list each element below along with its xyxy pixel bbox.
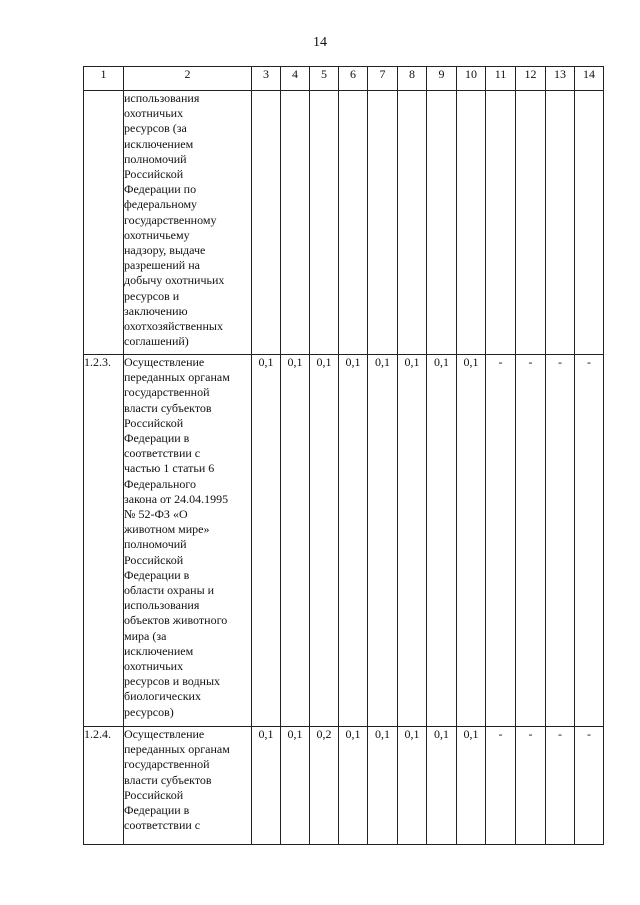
description-line: Федерации в	[124, 803, 190, 818]
description-line: исключением	[124, 643, 194, 658]
value-cell	[516, 91, 546, 355]
value-cell: 0,1	[398, 355, 427, 727]
description-line: охотхозяйственных	[124, 319, 223, 334]
column-header: 8	[398, 67, 427, 91]
column-header: 13	[546, 67, 575, 91]
description-line: полномочий	[124, 151, 187, 166]
column-header: 11	[486, 67, 516, 91]
row-description	[124, 727, 252, 845]
description-line: Российской	[124, 787, 184, 802]
description-line: охотничьих	[124, 659, 184, 674]
description-line: № 52-ФЗ «О	[124, 507, 188, 522]
value-cell: -	[546, 355, 575, 727]
value-cell	[457, 91, 486, 355]
description-line: Федерации в	[124, 567, 190, 582]
column-header: 3	[252, 67, 281, 91]
description-line: охотничьих	[124, 106, 184, 121]
column-header: 10	[457, 67, 486, 91]
description-line: ресурсов)	[124, 704, 174, 719]
column-header: 6	[339, 67, 368, 91]
column-header: 7	[368, 67, 398, 91]
column-header: 14	[575, 67, 604, 91]
value-cell: -	[575, 355, 604, 727]
value-cell: -	[516, 355, 546, 727]
table-row	[84, 91, 604, 355]
description-line: использования	[124, 91, 200, 105]
value-cell: -	[546, 727, 575, 845]
value-cell	[575, 91, 604, 355]
description-line: Осуществление	[124, 355, 205, 369]
description-line: животном мире»	[124, 522, 210, 537]
value-cell: 0,1	[281, 355, 310, 727]
value-cell: -	[575, 727, 604, 845]
description-line: переданных органам	[124, 370, 230, 385]
value-cell: 0,1	[457, 355, 486, 727]
value-cell	[427, 91, 457, 355]
description-line: ресурсов и	[124, 288, 180, 303]
description-line: охотничьему	[124, 227, 190, 242]
value-cell	[368, 91, 398, 355]
description-line: объектов животного	[124, 613, 228, 628]
value-cell	[486, 91, 516, 355]
description-line: закона от 24.04.1995	[124, 491, 229, 506]
description-line: государственной	[124, 385, 210, 400]
description-line: полномочий	[124, 537, 187, 552]
value-cell: -	[486, 355, 516, 727]
value-cell: 0,1	[281, 727, 310, 845]
value-cell	[252, 91, 281, 355]
value-cell: -	[486, 727, 516, 845]
description-line: области охраны и	[124, 583, 215, 598]
value-cell: 0,1	[252, 355, 281, 727]
description-line: соответствии с	[124, 818, 201, 833]
value-cell	[310, 91, 339, 355]
description-line: соответствии с	[124, 446, 201, 461]
description-line: Федерации в	[124, 431, 190, 446]
description-line: ресурсов и водных	[124, 674, 221, 689]
column-header: 12	[516, 67, 546, 91]
row-number	[84, 91, 124, 355]
value-cell: 0,1	[457, 727, 486, 845]
description-line: заключению	[124, 303, 188, 318]
value-cell: 0,1	[252, 727, 281, 845]
description-line: добычу охотничьих	[124, 273, 225, 288]
value-cell: 0,1	[427, 727, 457, 845]
description-line: федеральному	[124, 197, 198, 212]
value-cell: 0,1	[427, 355, 457, 727]
description-line: биологических	[124, 689, 201, 704]
description-line: власти субъектов	[124, 400, 212, 415]
value-cell	[398, 91, 427, 355]
value-cell	[339, 91, 368, 355]
column-header: 4	[281, 67, 310, 91]
header-row	[84, 67, 604, 91]
column-header: 5	[310, 67, 339, 91]
column-header: 9	[427, 67, 457, 91]
value-cell: 0,1	[368, 355, 398, 727]
description-line: власти субъектов	[124, 772, 212, 787]
row-description	[124, 91, 252, 355]
value-cell: 0,1	[368, 727, 398, 845]
description-line: Российской	[124, 415, 184, 430]
description-line: мира (за	[124, 628, 167, 643]
description-line: Федерации по	[124, 182, 197, 197]
value-cell	[546, 91, 575, 355]
value-cell: 0,1	[398, 727, 427, 845]
description-line: государственному	[124, 212, 217, 227]
description-line: государственной	[124, 757, 210, 772]
value-cell	[281, 91, 310, 355]
value-cell: 0,2	[310, 727, 339, 845]
value-cell: 0,1	[339, 727, 368, 845]
row-description	[124, 355, 252, 727]
value-cell: 0,1	[339, 355, 368, 727]
description-line: разрешений на	[124, 258, 200, 273]
data-table	[83, 66, 604, 845]
description-line: Российской	[124, 552, 184, 567]
description-line: переданных органам	[124, 742, 230, 757]
description-line: использования	[124, 598, 200, 613]
table-row	[84, 727, 604, 845]
description-line: Российской	[124, 167, 184, 182]
row-number: 1.2.4.	[84, 727, 124, 845]
description-line: ресурсов (за	[124, 121, 187, 136]
value-cell: -	[516, 727, 546, 845]
row-number: 1.2.3.	[84, 355, 124, 727]
description-line: соглашений)	[124, 334, 189, 349]
description-line: Осуществление	[124, 727, 205, 741]
description-line: частью 1 статьи 6	[124, 461, 215, 476]
description-line: надзору, выдаче	[124, 243, 206, 258]
description-line: Федерального	[124, 476, 197, 491]
value-cell: 0,1	[310, 355, 339, 727]
description-line: исключением	[124, 136, 194, 151]
column-header: 1	[84, 67, 124, 91]
page-number: 14	[313, 35, 327, 50]
table-row	[84, 355, 604, 727]
column-header: 2	[124, 67, 252, 91]
